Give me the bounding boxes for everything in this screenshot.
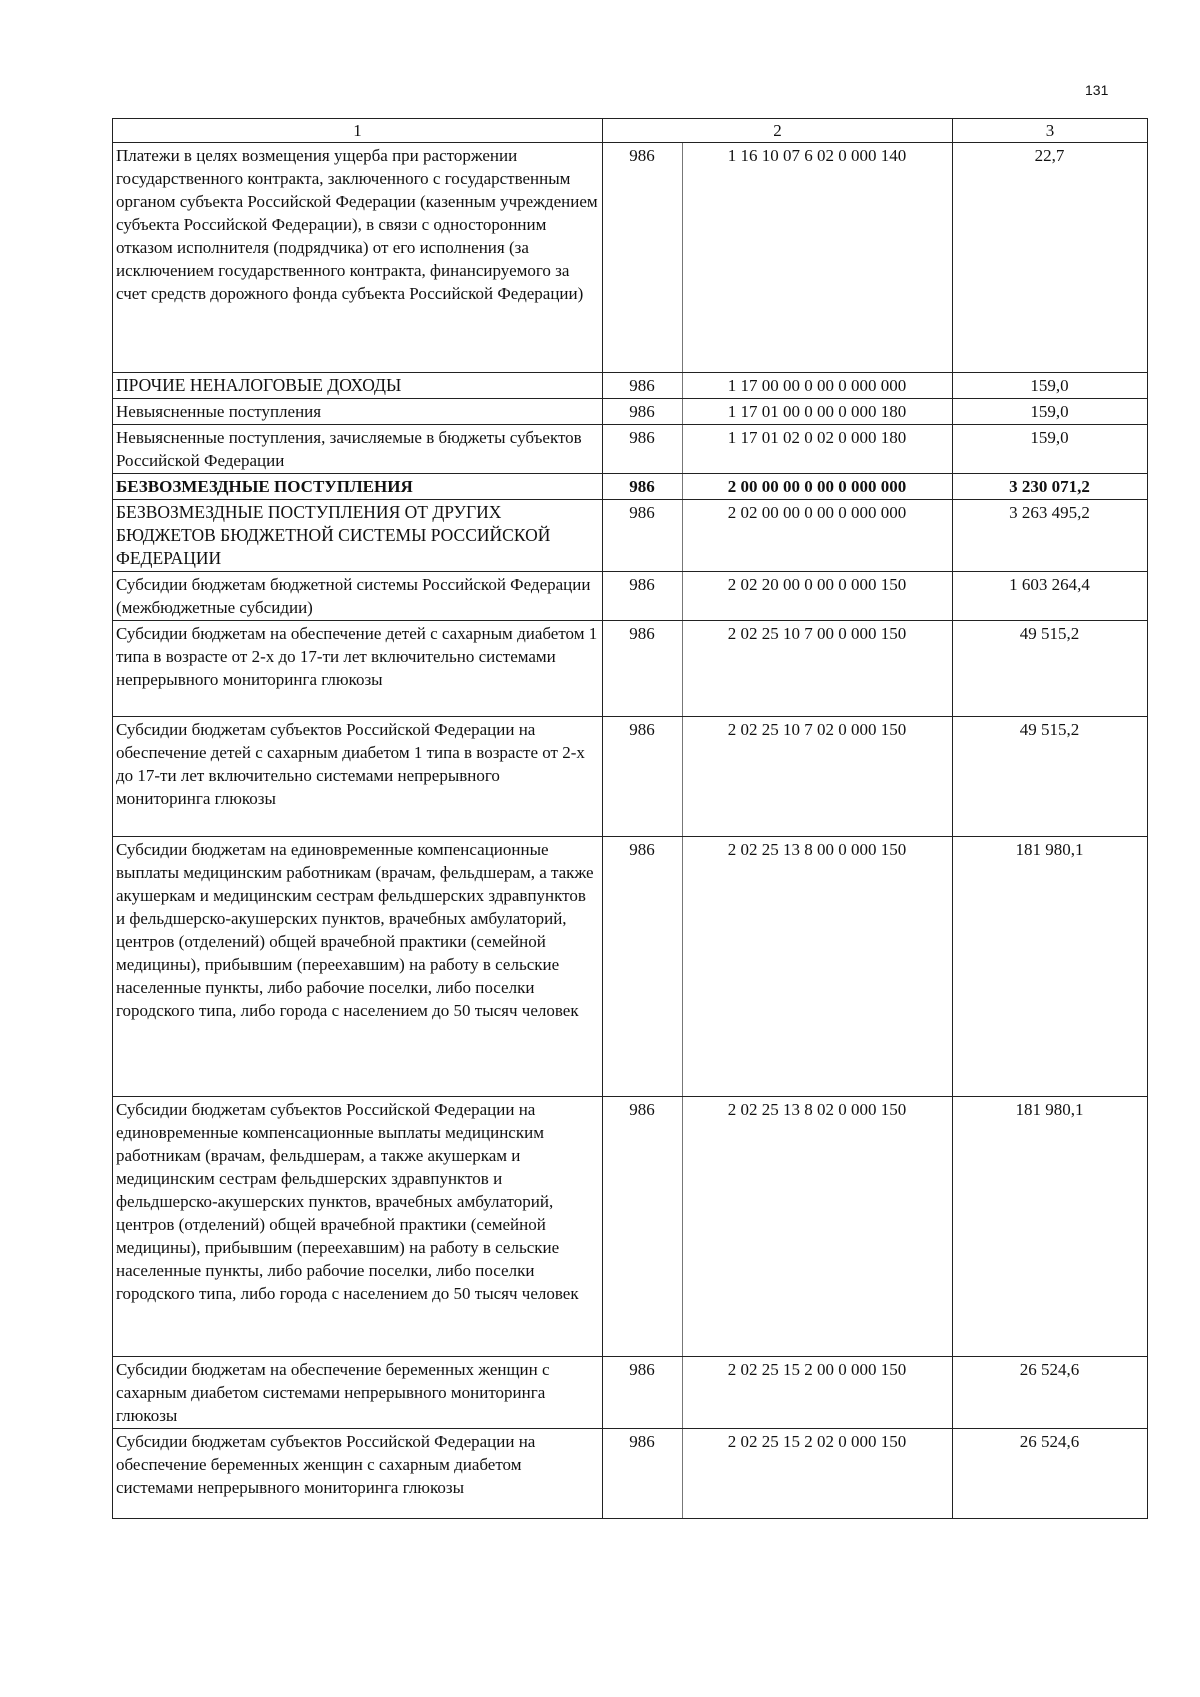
- table-row: [113, 373, 1148, 399]
- row-name: Субсидии бюджетам субъектов Российской Федерации на единовременные компенсационные выплаты медицинским работникам (врачам, фельдшерам, а также акушеркам и медицинским сестрам фельдшерских здравпунктов и фельдшерско-акушерских пунктов, врачебных амбулаторий, центров (отделений) общей врачебной практики (семейной медицины), прибывшим (переехавшим) на работу в сельские населенные пункты, либо рабочие поселки, либо поселки городского типа, либо города с населением до 50 тысяч человек: [113, 1097, 603, 1357]
- row-budget-code: 1 16 10 07 6 02 0 000 140: [683, 143, 953, 373]
- row-name: Субсидии бюджетам на обеспечение детей с сахарным диабетом 1 типа в возрасте от 2-х до 17-ти лет включительно системами непрерывного мониторинга глюкозы: [113, 621, 603, 717]
- table-row: [113, 1429, 1148, 1519]
- table-row: [113, 143, 1148, 373]
- row-admin-code: 986: [603, 500, 683, 572]
- page-number: 131: [1085, 82, 1109, 98]
- table-row: [113, 717, 1148, 837]
- row-name: Невыясненные поступления: [113, 399, 603, 425]
- row-admin-code: 986: [603, 1097, 683, 1357]
- row-admin-code: 986: [603, 621, 683, 717]
- row-name: Субсидии бюджетам бюджетной системы Российской Федерации (межбюджетные субсидии): [113, 572, 603, 621]
- row-admin-code: 986: [603, 1357, 683, 1429]
- row-name: ПРОЧИЕ НЕНАЛОГОВЫЕ ДОХОДЫ: [113, 373, 603, 399]
- row-budget-code: 1 17 01 00 0 00 0 000 180: [683, 399, 953, 425]
- table-row: [113, 425, 1148, 474]
- row-admin-code: 986: [603, 837, 683, 1097]
- row-admin-code: 986: [603, 1429, 683, 1519]
- row-value: 181 980,1: [953, 837, 1148, 1097]
- table-row: [113, 399, 1148, 425]
- table-body: [113, 143, 1148, 1519]
- row-budget-code: 2 02 25 13 8 02 0 000 150: [683, 1097, 953, 1357]
- header-row: [113, 119, 1148, 143]
- row-admin-code: 986: [603, 143, 683, 373]
- row-name: Субсидии бюджетам субъектов Российской Федерации на обеспечение детей с сахарным диабетом 1 типа в возрасте от 2-х до 17-ти лет включительно системами непрерывного мониторинга глюкозы: [113, 717, 603, 837]
- row-budget-code: 2 00 00 00 0 00 0 000 000: [683, 474, 953, 500]
- row-budget-code: 2 02 25 15 2 02 0 000 150: [683, 1429, 953, 1519]
- row-budget-code: 2 02 25 15 2 00 0 000 150: [683, 1357, 953, 1429]
- revenue-table: [112, 118, 1148, 1519]
- row-value: 181 980,1: [953, 1097, 1148, 1357]
- row-value: 159,0: [953, 425, 1148, 474]
- row-name: Субсидии бюджетам на обеспечение беременных женщин с сахарным диабетом системами непрерывного мониторинга глюкозы: [113, 1357, 603, 1429]
- row-value: 49 515,2: [953, 621, 1148, 717]
- table-row: [113, 1097, 1148, 1357]
- header-col-2: 2: [603, 119, 953, 143]
- row-name: Платежи в целях возмещения ущерба при расторжении государственного контракта, заключенного с государственным органом субъекта Российской Федерации (казенным учреждением субъекта Российской Федерации), в связи с односторонним отказом исполнителя (подрядчика) от его исполнения (за исключением государственного контракта, финансируемого за счет средств дорожного фонда субъекта Российской Федерации): [113, 143, 603, 373]
- row-value: 3 230 071,2: [953, 474, 1148, 500]
- row-admin-code: 986: [603, 373, 683, 399]
- row-budget-code: 2 02 25 13 8 00 0 000 150: [683, 837, 953, 1097]
- revenue-table-wrapper: [112, 118, 1147, 1519]
- row-value: 26 524,6: [953, 1357, 1148, 1429]
- row-admin-code: 986: [603, 717, 683, 837]
- row-value: 159,0: [953, 399, 1148, 425]
- row-admin-code: 986: [603, 474, 683, 500]
- row-value: 22,7: [953, 143, 1148, 373]
- row-admin-code: 986: [603, 399, 683, 425]
- row-name: Субсидии бюджетам субъектов Российской Федерации на обеспечение беременных женщин с сахарным диабетом системами непрерывного мониторинга глюкозы: [113, 1429, 603, 1519]
- table-row: [113, 572, 1148, 621]
- row-budget-code: 2 02 00 00 0 00 0 000 000: [683, 500, 953, 572]
- row-admin-code: 986: [603, 425, 683, 474]
- table-row: [113, 621, 1148, 717]
- row-budget-code: 1 17 00 00 0 00 0 000 000: [683, 373, 953, 399]
- table-row: [113, 474, 1148, 500]
- table-row: [113, 837, 1148, 1097]
- row-value: 3 263 495,2: [953, 500, 1148, 572]
- row-value: 1 603 264,4: [953, 572, 1148, 621]
- row-value: 159,0: [953, 373, 1148, 399]
- row-value: 26 524,6: [953, 1429, 1148, 1519]
- table-row: [113, 1357, 1148, 1429]
- table-header: [113, 119, 1148, 143]
- row-name: Субсидии бюджетам на единовременные компенсационные выплаты медицинским работникам (врачам, фельдшерам, а также акушеркам и медицинским сестрам фельдшерских здравпунктов и фельдшерско-акушерских пунктов, врачебных амбулаторий, центров (отделений) общей врачебной практики (семейной медицины), прибывшим (переехавшим) на работу в сельские населенные пункты, либо рабочие поселки, либо поселки городского типа, либо города с населением до 50 тысяч человек: [113, 837, 603, 1097]
- header-col-3: 3: [953, 119, 1148, 143]
- row-budget-code: 1 17 01 02 0 02 0 000 180: [683, 425, 953, 474]
- row-value: 49 515,2: [953, 717, 1148, 837]
- row-name: БЕЗВОЗМЕЗДНЫЕ ПОСТУПЛЕНИЯ: [113, 474, 603, 500]
- row-name: Невыясненные поступления, зачисляемые в бюджеты субъектов Российской Федерации: [113, 425, 603, 474]
- header-col-1: 1: [113, 119, 603, 143]
- row-budget-code: 2 02 25 10 7 00 0 000 150: [683, 621, 953, 717]
- row-admin-code: 986: [603, 572, 683, 621]
- table-row: [113, 500, 1148, 572]
- row-name: БЕЗВОЗМЕЗДНЫЕ ПОСТУПЛЕНИЯ ОТ ДРУГИХ БЮДЖЕТОВ БЮДЖЕТНОЙ СИСТЕМЫ РОССИЙСКОЙ ФЕДЕРАЦИИ: [113, 500, 603, 572]
- row-budget-code: 2 02 20 00 0 00 0 000 150: [683, 572, 953, 621]
- row-budget-code: 2 02 25 10 7 02 0 000 150: [683, 717, 953, 837]
